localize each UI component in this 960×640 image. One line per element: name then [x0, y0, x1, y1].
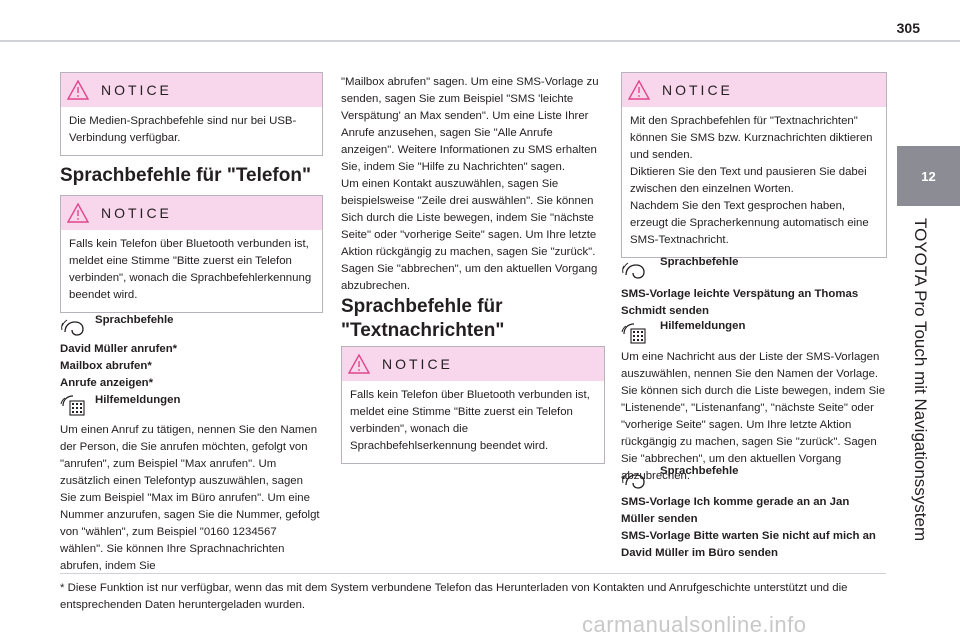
footnote: * Diese Funktion ist nur verfügbar, wenn das mit dem System verbundene Telefon das Herunterladen von Kontakten und Anrufgeschichte unterstützt und die entsprechenden Daten heruntergeladen wurden.	[60, 582, 848, 611]
voice-command-label: Sprachbefehle	[660, 256, 739, 268]
notice-title: NOTICE	[382, 356, 453, 372]
notice-title: NOTICE	[101, 205, 172, 221]
voice-command-label: Sprachbefehle	[95, 314, 174, 326]
chapter-title-wrapper	[906, 218, 930, 542]
notice-bluetooth-sms	[341, 346, 605, 464]
page-number: 305	[896, 20, 920, 36]
help-message-label: Hilfemeldungen	[660, 320, 746, 332]
heading-telefon: Sprachbefehle für "Telefon"	[60, 165, 311, 186]
help-message-icon	[60, 392, 86, 418]
notice-sms-dictation	[621, 72, 887, 258]
command-item: David Müller anrufen*	[60, 343, 178, 355]
command-item: Mailbox abrufen*	[60, 360, 152, 372]
notice-text: Mit den Sprachbefehlen für "Textnachrichten" können Sie SMS bzw. Kurznachrichten diktieren und senden. Diktieren Sie den Text und pausieren Sie dabei zwischen den einzelnen Worten. Nachdem Sie den Text gesprochen haben, erzeugt die Spracherkennung automatisch eine SMS-Textnachricht.	[630, 115, 873, 246]
voice-command-icon	[621, 465, 647, 491]
footer-rule	[60, 573, 886, 574]
notice-usb	[60, 72, 323, 156]
notice-header	[342, 347, 604, 381]
help-text: Um eine Nachricht aus der Liste der SMS-Vorlagen auszuwählen, nennen Sie den Namen der Vorlage. Sie können sich durch die Liste bewegen, indem Sie "Listenende", "Listenanfang", "nächste Seite" oder "vorherige Seite" sagen. Um Ihre letzte Aktion rückgängig zu machen, sagen Sie "zurück". Sagen Sie "abbrechen", um den aktuellen Vorgang abzubrechen.	[621, 351, 886, 482]
continued-help-text: "Mailbox abrufen" sagen. Um eine SMS-Vorlage zu senden, sagen Sie zum Beispiel "SMS 'leichte Verspätung' an Max senden". Um eine Liste Ihrer Anrufe anzusehen, sagen Sie "Alle Anrufe anzeigen". Weitere Informationen zu SMS erhalten Sie, indem Sie "Hilfe zu Nachrichten" sagen. Um einen Kontakt auszuwählen, sagen Sie beispielsweise "Zeile drei auswählen". Sie können Sich durch die Liste bewegen, indem Sie "nächste Seite" oder "vorherige Seite" sagen. Um Ihre letzte Aktion rückgängig zu machen, sagen Sie "zurück". Sagen Sie "abbrechen", um den aktuellen Vorgang abzubrechen.	[341, 76, 599, 292]
command-item: Anrufe anzeigen*	[60, 377, 154, 389]
command-item: SMS-Vorlage Ich komme gerade an an Jan Müller senden	[621, 496, 850, 525]
warning-icon	[628, 80, 650, 100]
notice-text: Die Medien-Sprachbefehle sind nur bei USB-Verbindung verfügbar.	[69, 115, 297, 144]
heading-textnachrichten-line1: Sprachbefehle für	[341, 296, 503, 317]
voice-command-icon	[621, 255, 647, 281]
notice-title: NOTICE	[101, 82, 172, 98]
help-text: Um einen Anruf zu tätigen, nennen Sie den Namen der Person, die Sie anrufen möchten, gefolgt von "anrufen", zum Beispiel "Max anrufen". Um zusätzlich einen Telefontyp auszuwählen, sagen Sie zum Beispiel "Max im Büro anrufen". Um eine Nummer anzurufen, sagen Sie die Nummer, gefolgt von "wählen", zum Beispiel "0160 1234567 wählen". Sie können Ihre Sprachnachrichten abrufen, indem Sie	[60, 424, 320, 572]
notice-bluetooth-telefon	[60, 195, 323, 313]
command-item: SMS-Vorlage leichte Verspätung an Thomas Schmidt senden	[621, 288, 859, 317]
notice-title: NOTICE	[662, 82, 733, 98]
notice-header	[61, 196, 322, 230]
notice-text: Falls kein Telefon über Bluetooth verbunden ist, meldet eine Stimme "Bitte zuerst ein Telefon verbinden", wonach die Sprachbefehlserkennung beendet wird.	[350, 389, 590, 452]
help-message-label: Hilfemeldungen	[95, 394, 181, 406]
notice-text: Falls kein Telefon über Bluetooth verbunden ist, meldet eine Stimme "Bitte zuerst ein Telefon verbinden", wonach die Sprachbefehlerkennung beendet wird.	[69, 238, 312, 301]
heading-textnachrichten-line2: "Textnachrichten"	[341, 320, 505, 341]
warning-icon	[67, 203, 89, 223]
notice-header	[61, 73, 322, 107]
voice-command-icon	[60, 312, 86, 338]
voice-command-label: Sprachbefehle	[660, 465, 739, 477]
help-message-icon	[621, 320, 647, 346]
chapter-title: TOYOTA Pro Touch mit Navigationssystem	[911, 218, 930, 542]
warning-icon	[348, 354, 370, 374]
command-item: SMS-Vorlage Bitte warten Sie nicht auf mich an David Müller im Büro senden	[621, 530, 876, 559]
notice-header	[622, 73, 886, 107]
watermark: carmanualsonline.info	[582, 612, 807, 637]
chapter-tab[interactable]: 12	[897, 146, 960, 206]
top-rule	[0, 40, 960, 42]
warning-icon	[67, 80, 89, 100]
